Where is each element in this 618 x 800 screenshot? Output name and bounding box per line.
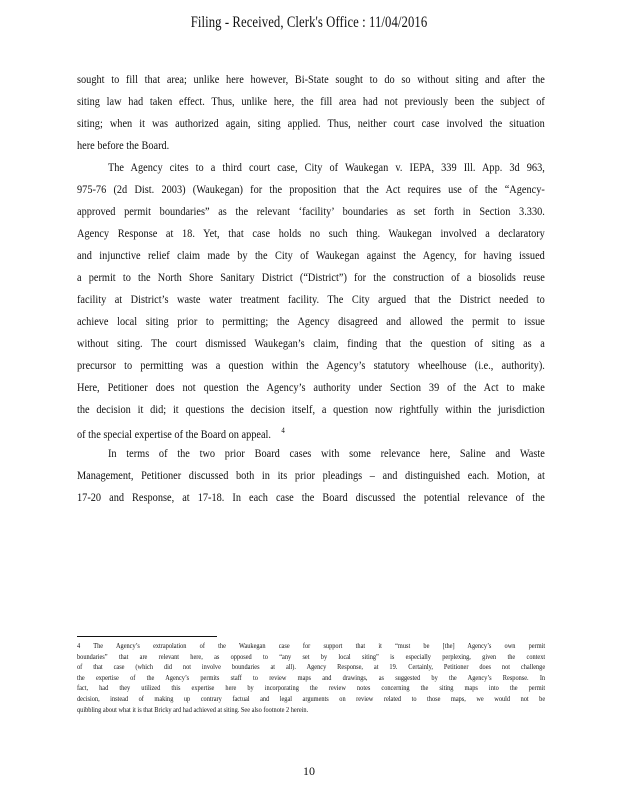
body-line: siting law had taken effect. Thus, unlike here, the fill area had not previously been the subject of xyxy=(77,94,545,108)
body-line: Management, Petitioner discussed both in its prior pleadings – and distinguished each. Motion, at xyxy=(77,468,545,482)
body-line: precursor to permitting was a question within the Agency’s statutory wheelhouse (i.e., authority). xyxy=(77,358,545,372)
body-line-text: of the special expertise of the Board on appeal. xyxy=(77,427,272,441)
body-line: here before the Board. xyxy=(77,138,170,152)
body-line: siting; when it was authorized again, siting applied. Thus, neither court case involved the situation xyxy=(77,116,545,130)
body-line: and injunctive relief claim made by the City of Waukegan against the Agency, for having issued xyxy=(77,248,545,262)
footnote-line: the expertise of the Agency’s permits staff to review maps and drawings, as suggested by the Agency’s Response. In xyxy=(77,673,546,682)
body-line: approved permit boundaries” as the relevant ‘facility’ boundaries as set forth in Section 3.330. xyxy=(77,204,545,218)
footnote-line: of that case (which did not involve boundaries at all). Agency Response, at 19. Certainly, Petitioner does not challenge xyxy=(77,663,546,672)
body-line: facility at District’s waste water treatment facility. The City argued that the District needed to xyxy=(77,292,545,306)
body-line: without siting. The court dismissed Waukegan’s claim, finding that the question of siting as a xyxy=(77,336,545,350)
body-text xyxy=(77,68,545,508)
body-line: Here, Petitioner does not question the Agency’s authority under Section 39 of the Act to make xyxy=(77,380,545,394)
footnote-line: quibbling about what it is that Bricky ard had achieved at siting. See also footnote 2 herein. xyxy=(77,705,309,714)
page-number: 10 xyxy=(303,764,315,778)
body-line: 17-20 and Response, at 17-18. In each case the Board discussed the potential relevance of the xyxy=(77,490,545,504)
footnote-reference: 4 xyxy=(281,426,285,435)
body-line: a permit to the North Shore Sanitary District (“District”) for the construction of a biosolids reuse xyxy=(77,270,545,284)
footnote-line: decision, instead of making up contrary factual and legal arguments on review related to those maps, we would not be xyxy=(77,694,546,703)
body-line: achieve local siting prior to permitting; the Agency disagreed and allowed the permit to issue xyxy=(77,314,545,328)
body-line: In terms of the two prior Board cases with some relevance here, Saline and Waste xyxy=(107,446,545,460)
footnote-divider xyxy=(77,636,217,637)
body-line: 975-76 (2d Dist. 2003) (Waukegan) for the proposition that the Act requires use of the “Agency- xyxy=(77,182,545,196)
body-line-with-footnote xyxy=(77,420,545,442)
body-line: the decision it did; it questions the decision itself, a question now rightfully within the jurisdiction xyxy=(77,402,545,416)
footnote-line: fact, had they utilized this expertise here by incorporating the review notes concerning the siting maps into the permit xyxy=(77,684,546,693)
footnote xyxy=(77,641,545,715)
footnote-line: boundaries” that are relevant here, as opposed to “any set by local siting” is especially perplexing, given the context xyxy=(77,652,546,661)
body-line: The Agency cites to a third court case, City of Waukegan v. IEPA, 339 Ill. App. 3d 963, xyxy=(107,160,545,174)
filing-stamp-header: Filing - Received, Clerk's Office : 11/04/2016 xyxy=(190,14,428,31)
footnote-line: 4 The Agency’s extrapolation of the Waukegan case for support that it “must be [the] Agency’s own permit xyxy=(77,642,546,650)
body-line: Agency Response at 18. Yet, that case holds no such thing. Waukegan involved a declaratory xyxy=(77,226,545,240)
body-line: sought to fill that area; unlike here however, Bi-State sought to do so without siting and after the xyxy=(77,72,545,86)
